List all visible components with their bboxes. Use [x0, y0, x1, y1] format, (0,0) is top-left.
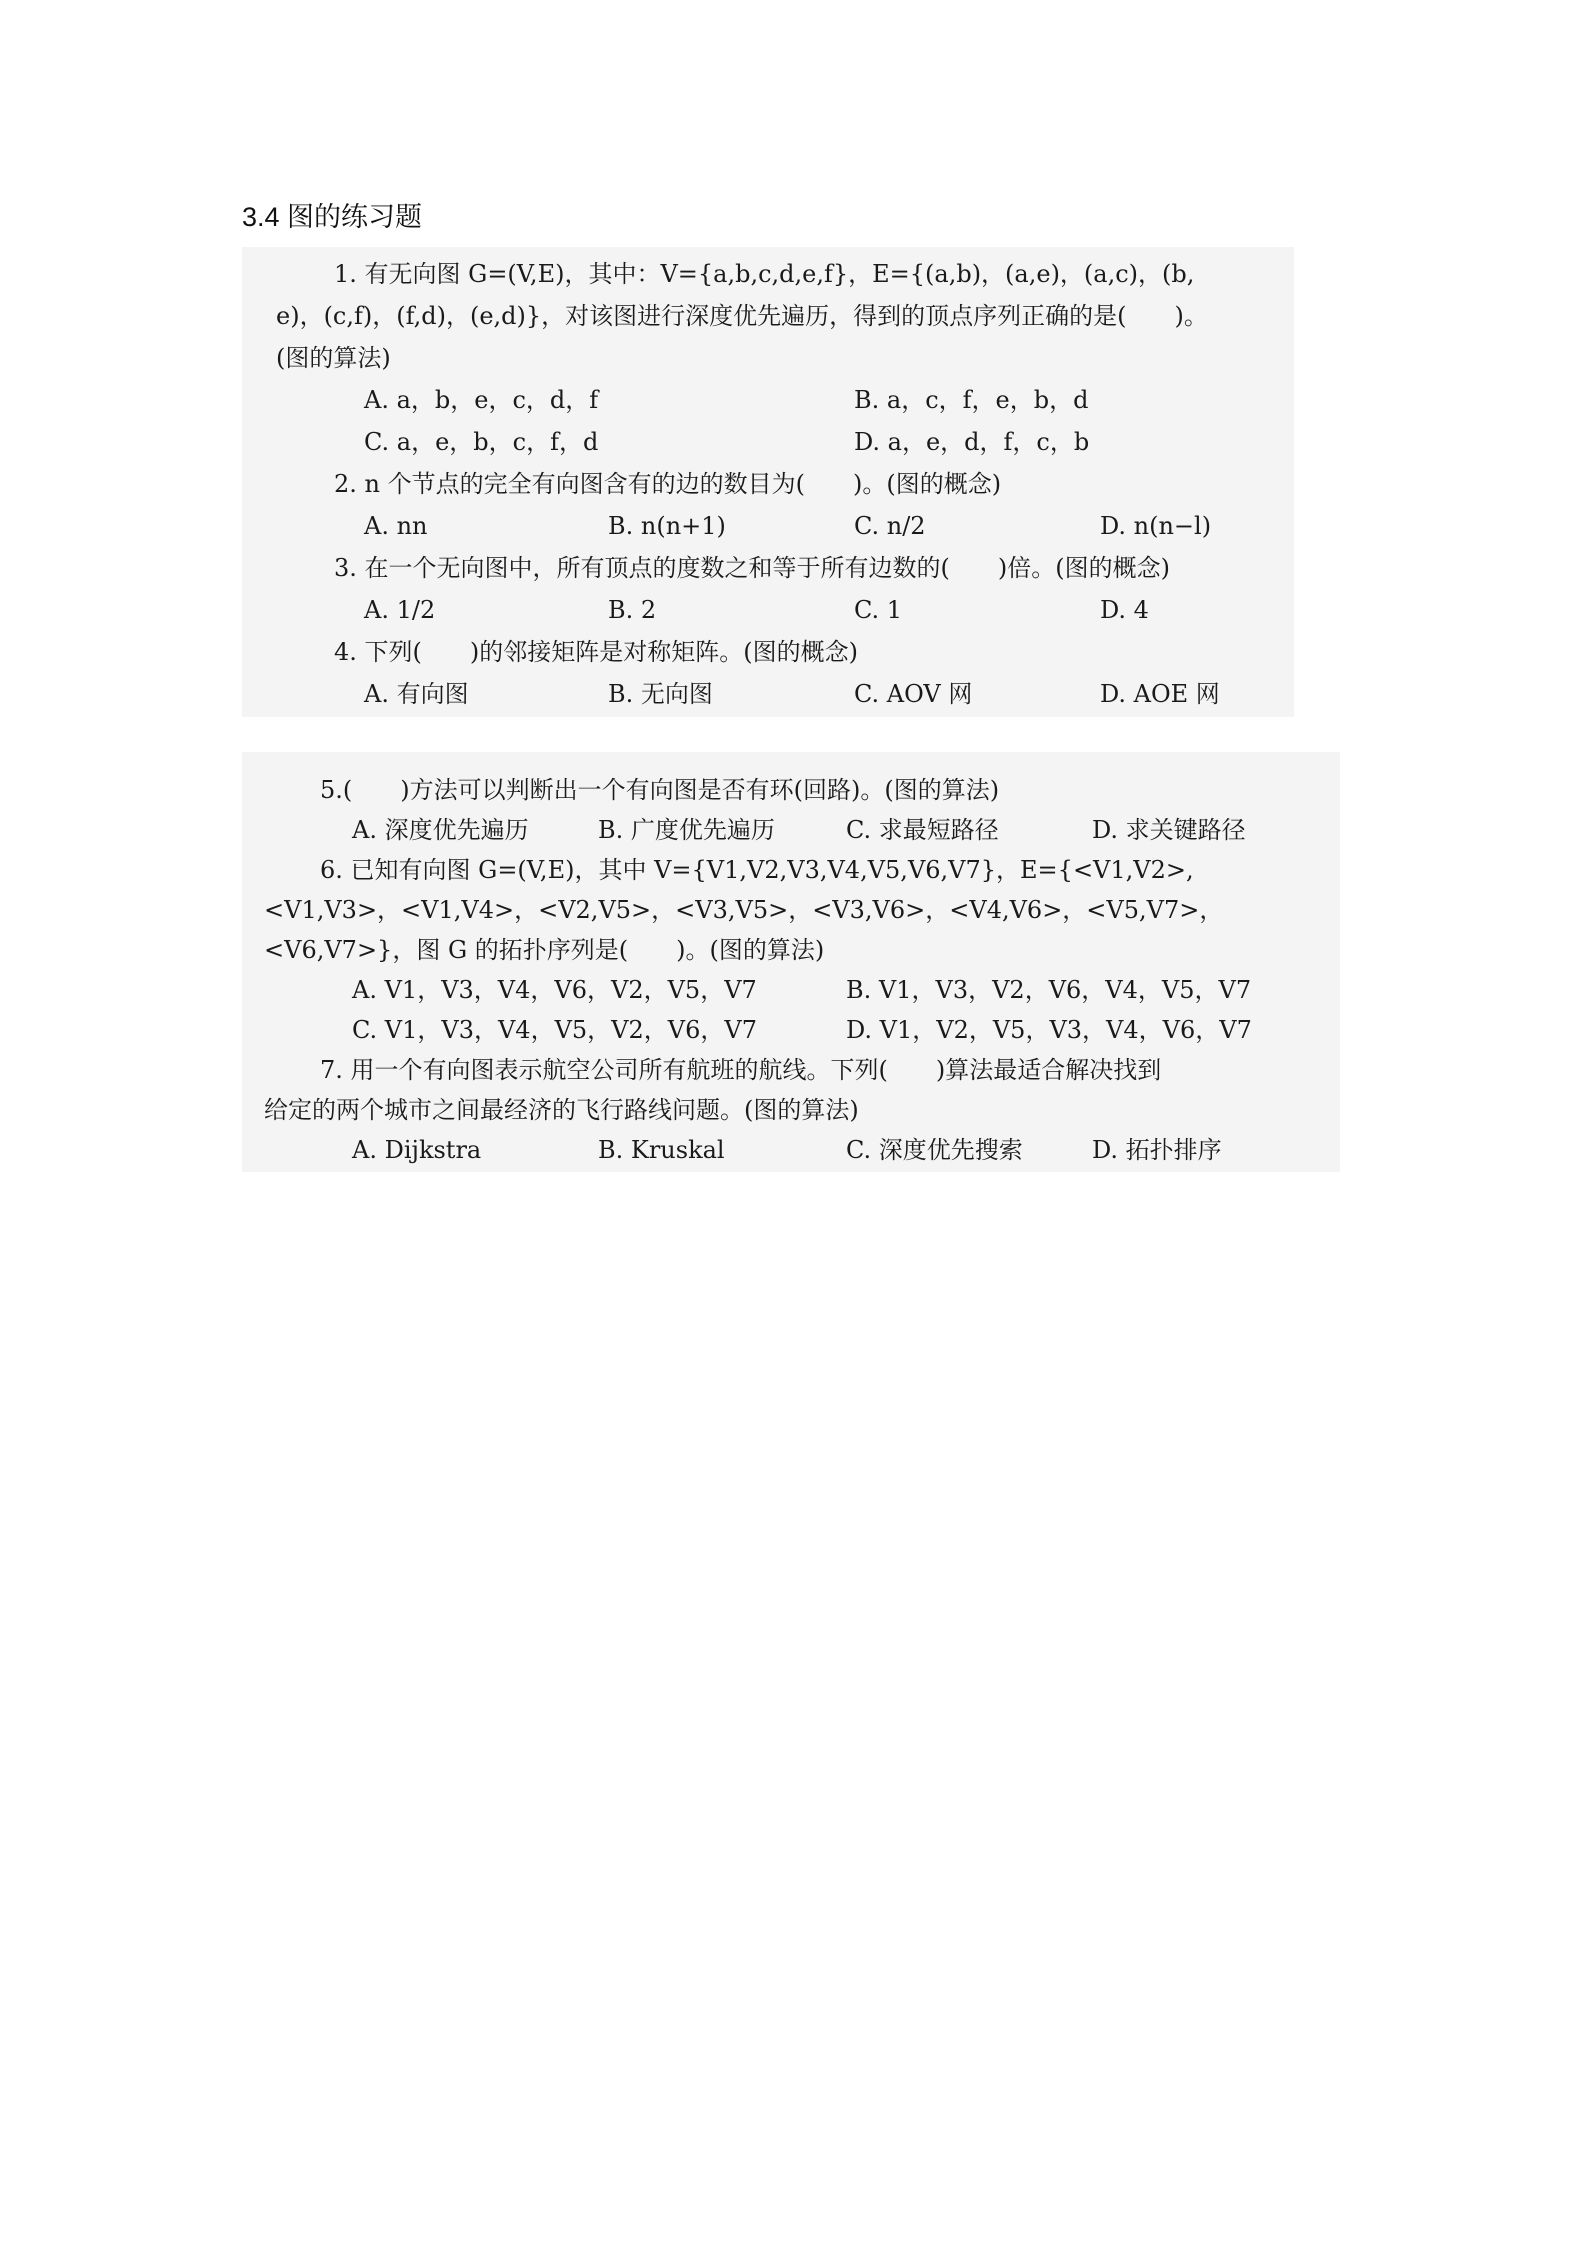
question-7-option-b: B. Kruskal	[598, 1136, 725, 1164]
question-5-option-a: A. 深度优先遍历	[352, 816, 529, 844]
question-4-option-a: A. 有向图	[364, 680, 469, 708]
question-7-line-1: 7. 用一个有向图表示航空公司所有航班的航线。下列( )算法最适合解决找到	[320, 1056, 1162, 1084]
question-6-option-a: A. V1，V3，V4，V6，V2，V5，V7	[352, 976, 757, 1004]
question-6-line-3: <V6,V7>}，图 G 的拓扑序列是( )。(图的算法)	[264, 936, 825, 964]
question-4-option-b: B. 无向图	[608, 680, 713, 708]
question-1-option-d: D. a，e，d，f，c，b	[854, 428, 1090, 456]
question-1-option-c: C. a，e，b，c，f，d	[364, 428, 599, 456]
question-3-option-a: A. 1/2	[364, 596, 436, 624]
question-7-line-2: 给定的两个城市之间最经济的飞行路线问题。(图的算法)	[264, 1096, 859, 1124]
question-3-option-c: C. 1	[854, 596, 903, 624]
question-4-option-d: D. AOE 网	[1100, 680, 1220, 708]
question-4-option-c: C. AOV 网	[854, 680, 973, 708]
question-4-line-1: 4. 下列( )的邻接矩阵是对称矩阵。(图的概念)	[334, 638, 858, 666]
question-5-option-c: C. 求最短路径	[846, 816, 999, 844]
question-7-option-a: A. Dijkstra	[352, 1136, 482, 1164]
question-2-line-1: 2. n 个节点的完全有向图含有的边的数目为( )。(图的概念)	[334, 470, 1002, 498]
question-3-option-b: B. 2	[608, 596, 657, 624]
question-1-option-b: B. a，c，f，e，b，d	[854, 386, 1089, 414]
question-1-line-1: 1. 有无向图 G=(V,E)，其中：V={a,b,c,d,e,f}，E={(a,b)，(a,e)，(a,c)，(b,	[334, 260, 1195, 288]
question-5-option-d: D. 求关键路径	[1092, 816, 1246, 844]
question-6-line-2: <V1,V3>，<V1,V4>，<V2,V5>，<V3,V5>，<V3,V6>，<V4,V6>，<V5,V7>，	[264, 896, 1224, 924]
question-2-option-d: D. n(n−l)	[1100, 512, 1212, 540]
question-6-option-d: D. V1，V2，V5，V3，V4，V6，V7	[846, 1016, 1252, 1044]
question-2-option-c: C. n/2	[854, 512, 926, 540]
question-3-option-d: D. 4	[1100, 596, 1149, 624]
question-2-option-a: A. nn	[364, 512, 428, 540]
section-heading: 3.4 图的练习题	[242, 202, 423, 232]
question-2-option-b: B. n(n+1)	[608, 512, 726, 540]
question-3-line-1: 3. 在一个无向图中，所有顶点的度数之和等于所有边数的( )倍。(图的概念)	[334, 554, 1170, 582]
question-6-line-1: 6. 已知有向图 G=(V,E)，其中 V={V1,V2,V3,V4,V5,V6,V7}，E={<V1,V2>,	[320, 856, 1194, 884]
question-1-option-a: A. a，b，e，c，d，f	[364, 386, 599, 414]
question-5-line-1: 5.( )方法可以判断出一个有向图是否有环(回路)。(图的算法)	[320, 776, 1000, 804]
question-1-line-2: e)，(c,f)，(f,d)，(e,d)}，对该图进行深度优先遍历，得到的顶点序列正确的是( )。	[276, 302, 1208, 330]
question-7-option-c: C. 深度优先搜索	[846, 1136, 1023, 1164]
question-7-option-d: D. 拓扑排序	[1092, 1136, 1222, 1164]
question-6-option-b: B. V1，V3，V2，V6，V4，V5，V7	[846, 976, 1252, 1004]
question-5-option-b: B. 广度优先遍历	[598, 816, 775, 844]
question-6-option-c: C. V1，V3，V4，V5，V2，V6，V7	[352, 1016, 757, 1044]
question-1-line-3: (图的算法)	[276, 344, 391, 372]
